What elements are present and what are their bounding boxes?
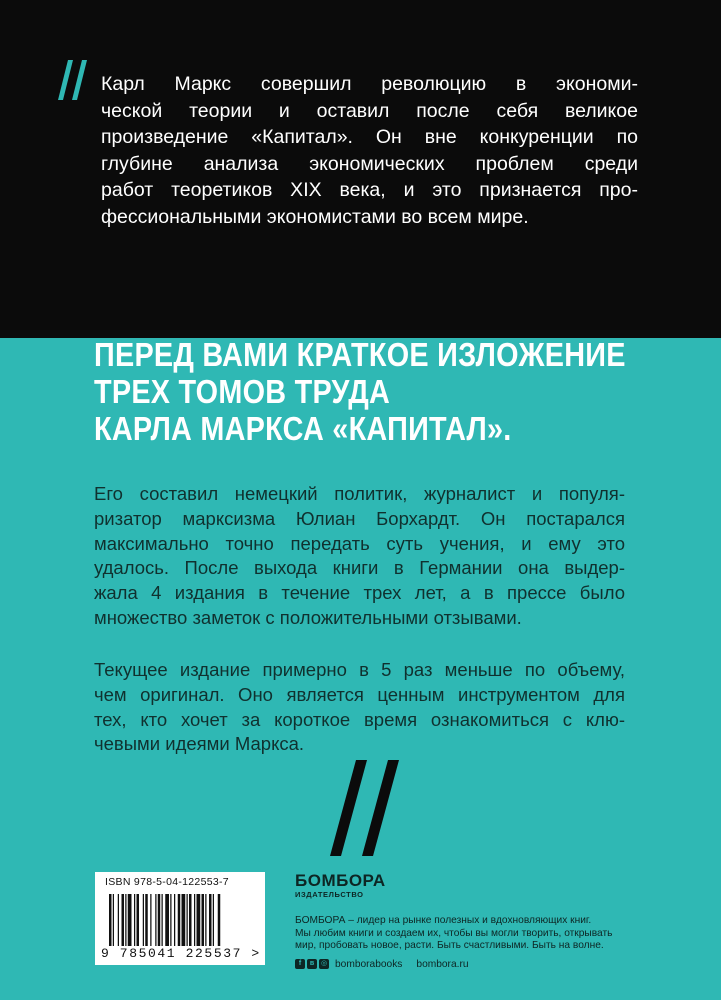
barcode-icon xyxy=(109,894,257,946)
quote-line: ческой теории и оставил после себя великое xyxy=(101,99,638,122)
quote-line: глубине анализа экономических проблем среди xyxy=(101,152,638,175)
publisher-line: БОМБОРА – лидер на рынке полезных и вдохновляющих книг. xyxy=(295,915,592,926)
isbn-label: ISBN 978-5-04-122553-7 xyxy=(105,876,229,888)
large-double-slash-icon xyxy=(330,760,410,856)
quote-text xyxy=(101,71,638,230)
social-handle[interactable]: bomborabooks xyxy=(335,958,403,970)
paragraph-line: тех, кто хочет за короткое время ознакомиться с клю- xyxy=(94,708,625,730)
paragraph-line: жала 4 издания в течение трех лет, а в прессе было xyxy=(94,582,625,604)
headline-line: ПЕРЕД ВАМИ КРАТКОЕ ИЗЛОЖЕНИЕ xyxy=(94,337,626,374)
publisher-line: мир, пробовать новое, расти. Быть счастливыми. Быть на волне. xyxy=(295,940,604,952)
description-paragraph-2 xyxy=(94,658,625,757)
barcode-digits: 9 785041 225537 > xyxy=(101,946,261,961)
publisher-logo: БОМБОРА xyxy=(295,871,386,890)
paragraph-line: чевыми идеями Маркса. xyxy=(94,733,305,755)
paragraph-line: множество заметок с положительными отзывами. xyxy=(94,606,522,628)
paragraph-line: удалось. После выхода книги в Германии она выдер- xyxy=(94,557,625,579)
facebook-icon[interactable]: f xyxy=(295,959,305,969)
publisher-description xyxy=(295,915,635,953)
quote-line: работ теоретиков XIX века, и это признается про- xyxy=(101,179,638,201)
publisher-block xyxy=(295,872,635,970)
vk-icon[interactable]: в xyxy=(307,959,317,969)
paragraph-line: максимально точно передать суть учения, и ему это xyxy=(94,532,625,554)
publisher-website[interactable]: bombora.ru xyxy=(416,958,469,970)
description-paragraph-1 xyxy=(94,482,625,631)
barcode-box xyxy=(95,872,265,965)
paragraph-line: Его составил немецкий политик, журналист и популя- xyxy=(94,483,625,504)
publisher-line: Мы любим книги и создаем их, чтобы вы могли творить, открывать xyxy=(295,927,613,939)
headline-line: КАРЛА МАРКСА «КАПИТАЛ». xyxy=(94,411,512,448)
paragraph-line: Текущее издание примерно в 5 раз меньше по объему, xyxy=(94,659,625,680)
instagram-icon[interactable]: ◎ xyxy=(320,960,328,968)
publisher-socials xyxy=(295,959,635,970)
quote-line: Карл Маркс совершил революцию в экономи- xyxy=(101,73,638,95)
publisher-logo-subtitle: ИЗДАТЕЛЬСТВО xyxy=(295,890,364,899)
quote-line: произведение «Капитал». Он вне конкуренции по xyxy=(101,126,638,148)
quote-line: фессиональными экономистами во всем мире. xyxy=(101,205,529,228)
headline xyxy=(94,337,626,448)
paragraph-line: ризатор марксизма Юлиан Борхардт. Он постарался xyxy=(94,507,625,529)
double-slash-icon xyxy=(58,60,92,100)
paragraph-line: чем оригинал. Оно является ценным инструментом для xyxy=(94,683,625,705)
headline-line: ТРЕХ ТОМОВ ТРУДА xyxy=(94,374,391,411)
